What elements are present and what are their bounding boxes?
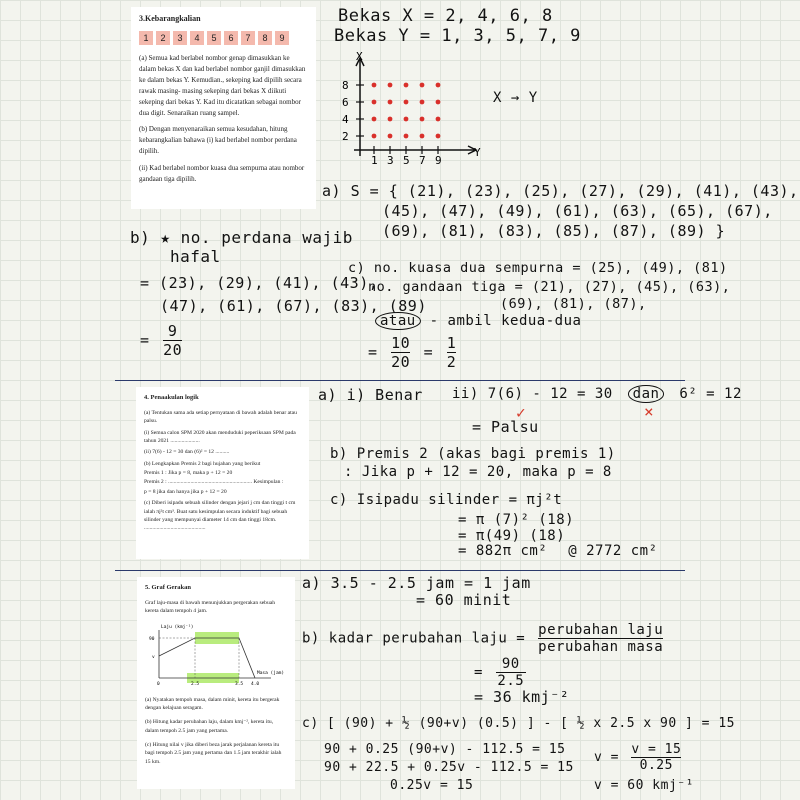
q3c-answer-num: 10 xyxy=(391,334,411,352)
q5-title: 5. Graf Gerakan xyxy=(145,584,192,591)
sample-point-dot xyxy=(404,117,409,122)
sample-point-dot xyxy=(420,100,425,105)
graph-y-tick: 2 xyxy=(342,130,349,143)
x-tick-3-5: 3.5 xyxy=(235,681,244,687)
x-to-y-arrow: X → Y xyxy=(493,90,538,106)
graph-axis-x-label: X xyxy=(356,50,363,63)
q4-kesimpulan: p = 8 jika dan hanya jika p + 12 = 20 xyxy=(144,488,227,495)
q5b-num: 90 xyxy=(496,656,526,673)
q5c-line-1: c) [ (90) + ½ (90+v) (0.5) ] - [ ½ x 2.5 x 90 ] = 15 xyxy=(302,716,735,731)
q3c-atau xyxy=(375,313,581,329)
speed-axis-label: Laju (kmj⁻¹) xyxy=(161,624,194,630)
q4-part-a-ii: (ii) 7(6) - 12 = 30 dan (6)² = 12 .......... xyxy=(144,449,230,456)
number-card: 3 xyxy=(173,31,187,45)
q5c-v-line-2: v = 60 kmj⁻¹ xyxy=(594,778,694,793)
q4-premis-1: Premis 1 : Jika p = 8, maka p + 12 = 20 xyxy=(144,470,233,477)
sample-point-dot xyxy=(404,100,409,105)
q3a-line-2: (45), (47), (49), (61), (63), (65), (67), xyxy=(382,202,773,220)
sample-point-dot xyxy=(420,134,425,139)
q4-part-a: (a) Tentukan sama ada setiap pernyataan di bawah adalah benar atau palsu. xyxy=(144,409,297,425)
q5b-line-1: b) kadar perubahan laju = perubahan laju perubahan masa xyxy=(302,622,664,655)
q3c-answer2-num: 1 xyxy=(446,334,457,352)
q3-title: 3.Kebarangkalian xyxy=(139,14,201,23)
q5c-line-2: 90 + 0.25 (90+v) - 112.5 = 15 xyxy=(324,742,566,757)
atau-circled: atau xyxy=(375,312,421,330)
q4-premis-2: Premis 2 : ............................................................ Kesimpulan : xyxy=(144,479,284,486)
number-card: 5 xyxy=(207,31,221,45)
q4-title: 4. Penaakulan logik xyxy=(144,394,199,401)
sample-point-dot xyxy=(388,134,393,139)
sample-space-graph xyxy=(330,50,490,170)
q5b-line-3: = 36 kmj⁻² xyxy=(474,688,570,706)
sample-point-dot xyxy=(404,83,409,88)
q5a-line-2: = 60 minit xyxy=(416,591,512,609)
y-tick-90: 90 xyxy=(149,636,155,642)
sample-point-dot xyxy=(388,117,393,122)
graph-x-tick: 7 xyxy=(419,154,426,167)
q4-part-c: (c) Diberi isipadu sebuah silinder dengan jejari j cm dan tinggi t cm ialah πj²t cm³. Buat satu kesimpulan secara induktif bagi sebuah silinder yang mempunyai diameter 14 cm dan tinggi 18cm. ............................................ xyxy=(144,500,296,532)
sample-point-dot xyxy=(436,117,441,122)
q3-part-b-ii: (ii) Kad berlabel nombor kuasa dua sempurna atau nombor gandaan tiga dipilih. xyxy=(139,163,305,183)
q5c-v-num: v = 15 xyxy=(631,742,682,757)
q4c-line-4: = 882π cm² @ 2772 cm² xyxy=(458,543,658,559)
q3a-line-3: (69), (81), (83), (85), (87), (89) } xyxy=(382,222,726,240)
q4c-line-2: = π (7)² (18) xyxy=(458,512,575,528)
q3-part-a: (a) Semua kad berlabel nombor genap dimasukkan ke dalam bekas X dan kad berlabel nombor ganjil dimasukkan ke dalam bekas Y. Kemudian., sekeping kad dipilih secara rawak masing- masing sekeping dari bekas X diikuti sekeping dari bekas Y. Kad itu dicatatkan sebagai nombor dua digit. Senaraikan ruang sampel. xyxy=(139,54,306,117)
x-tick-4: 4.0 xyxy=(251,681,260,687)
sample-point-dot xyxy=(404,134,409,139)
number-cards xyxy=(139,31,308,45)
q3b-line-1: = (23), (29), (41), (43), xyxy=(140,274,379,292)
q3c-answer2-den: 2 xyxy=(446,353,457,371)
q5b-line-2: = $\frac{90}{2.5}$ xyxy=(474,656,525,689)
cross-mark: × xyxy=(644,402,655,421)
q5-intro: Graf laju-masa di bawah menunjukkan pergerakan sebuah kereta dalam tempoh 4 jam. xyxy=(145,599,276,615)
graph-x-tick: 5 xyxy=(403,154,410,167)
q3c-line-3: (69), (81), (87), xyxy=(500,296,647,312)
speed-time-graph xyxy=(145,622,287,692)
dan-circled: dan xyxy=(628,385,665,403)
number-card: 2 xyxy=(156,31,170,45)
q3b-answer-num: 9 xyxy=(163,322,182,341)
number-card: 7 xyxy=(241,31,255,45)
sample-point-dot xyxy=(372,83,377,88)
sample-point-dot xyxy=(372,100,377,105)
sample-point-dot xyxy=(388,100,393,105)
graph-y-tick: 8 xyxy=(342,79,349,92)
q3c-line-1: c) no. kuasa dua sempurna = (25), (49), (81) xyxy=(348,260,728,276)
sample-point-dot xyxy=(388,83,393,88)
q3b-answer: = $\frac{9}{20}$ xyxy=(140,322,183,359)
q4a-i: a) i) Benar xyxy=(318,386,423,404)
sample-point-dot xyxy=(372,117,377,122)
q5b-den: 2.5 xyxy=(497,673,525,689)
question-4-card xyxy=(136,387,309,559)
q5c-line-4: 0.25v = 15 xyxy=(390,778,474,793)
q3b-head-2: hafal xyxy=(170,247,221,266)
q4a-ii: ii) 7(6) - 12 = 30 dan 6² = 12 xyxy=(452,386,742,402)
q3c-answer-den: 20 xyxy=(391,353,411,371)
graph-y-tick: 6 xyxy=(342,96,349,109)
graph-x-tick: 1 xyxy=(371,154,378,167)
q5b-frac-top: perubahan laju xyxy=(538,622,664,638)
number-card: 9 xyxy=(275,31,289,45)
q4b-line-2: : Jika p + 12 = 20, maka p = 8 xyxy=(344,464,612,480)
q5b-frac-bot: perubahan masa xyxy=(538,639,664,655)
q4c-line-3: = π(49) (18) xyxy=(458,528,566,544)
q3c-line-2: no. gandaan tiga = (21), (27), (45), (63), xyxy=(368,279,731,295)
number-card: 6 xyxy=(224,31,238,45)
q3b-answer-den: 20 xyxy=(163,341,183,359)
section-divider-1 xyxy=(115,380,685,381)
bekas-y: Bekas Y = 1, 3, 5, 7, 9 xyxy=(334,26,581,46)
q3b-head: b) ★ no. perdana wajib xyxy=(130,228,353,247)
q3c-answer: = $\frac{10}{20}$ = $\frac{1}{2}$ xyxy=(368,334,457,371)
x-tick-0: 0 xyxy=(157,681,160,687)
q4-part-a-i: (i) Semua calon SPM 2020 akan menduduki peperiksaan SPM pada tahun 2021 ..................... xyxy=(144,429,296,444)
graph-axis-y-label: Y xyxy=(474,146,481,159)
x-tick-2-5: 2.5 xyxy=(191,681,200,687)
number-card: 8 xyxy=(258,31,272,45)
q5-part-a: (a) Nyatakan tempoh masa, dalam minit, kereta itu bergerak dengan kelajuan seragam. xyxy=(145,696,280,711)
graph-y-tick: 4 xyxy=(342,113,349,126)
question-5-card xyxy=(137,577,295,789)
section-divider-2 xyxy=(115,570,685,571)
time-axis-label: Masa (jam) xyxy=(257,670,285,676)
q3-part-b: (b) Dengan menyenaraikan semua kesudahan, hitung kebarangkalian bahawa (i) kad berlabel nombor perdana dipilih. xyxy=(139,125,297,156)
graph-x-tick: 3 xyxy=(387,154,394,167)
atau-note: - ambil kedua-dua xyxy=(429,313,582,329)
q3a-line-1: a) S = { (21), (23), (25), (27), (29), (41), (43), xyxy=(322,182,799,200)
q5c-line-3: 90 + 22.5 + 0.25v - 112.5 = 15 xyxy=(324,760,574,775)
sample-point-dot xyxy=(420,83,425,88)
y-tick-v: v xyxy=(152,654,155,660)
q5-part-b: (b) Hitung kadar perubahan laju, dalam kmj⁻², kereta itu, dalam tempoh 2.5 jam yang pertama. xyxy=(145,719,274,734)
q5-part-c: (c) Hitung nilai v jika diberi beza jarak perjalanan kereta itu bagi tempoh 2.5 jam yang pertama dan 1.5 jam terakhir ialah 15 km. xyxy=(145,742,282,765)
graph-x-tick: 9 xyxy=(435,154,442,167)
q4b-line-1: b) Premis 2 (akas bagi premis 1) xyxy=(330,446,616,462)
sample-point-dot xyxy=(436,100,441,105)
bekas-x: Bekas X = 2, 4, 6, 8 xyxy=(338,6,553,26)
q4c-line-1: c) Isipadu silinder = πj²t xyxy=(330,492,563,508)
q3b-line-2: (47), (61), (67), (83), (89) xyxy=(160,297,427,315)
sample-point-dot xyxy=(420,117,425,122)
question-3-card xyxy=(131,7,316,209)
tick-mark: ✓ xyxy=(516,403,527,422)
q5a-line-1: a) 3.5 - 2.5 jam = 1 jam xyxy=(302,574,531,592)
q5c-v-den: 0.25 xyxy=(639,758,673,773)
sample-point-dot xyxy=(436,83,441,88)
sample-point-dot xyxy=(436,134,441,139)
q5c-v-line-1: v = $\frac{v = 15}{0.25}$ xyxy=(594,742,682,773)
sample-point-dot xyxy=(372,134,377,139)
number-card: 1 xyxy=(139,31,153,45)
number-card: 4 xyxy=(190,31,204,45)
q4-part-b: (b) Lengkapkan Premis 2 bagi hujahan yang berikut xyxy=(144,460,261,467)
q4a-palsu: = Palsu xyxy=(472,418,539,436)
